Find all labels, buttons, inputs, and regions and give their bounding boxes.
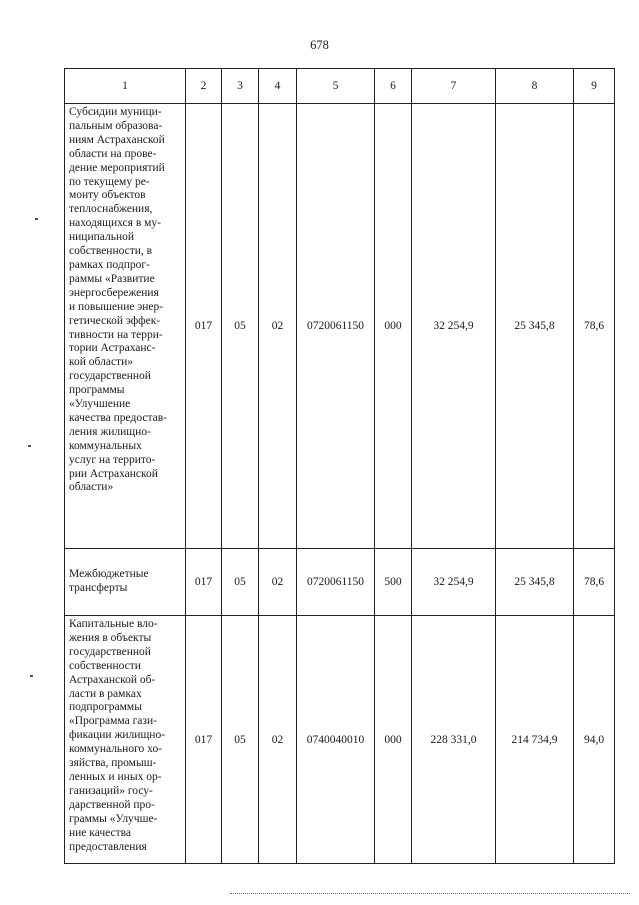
description-line: Межбюджетные	[69, 568, 149, 581]
page-number: 678	[310, 38, 329, 52]
planned-amount-cell: 32 254,9	[412, 104, 496, 549]
description-line: трансферты	[69, 582, 128, 594]
column-header-6: 6	[375, 69, 412, 104]
planned-amount-cell: 32 254,9	[412, 549, 496, 616]
description-line: раммы «Развитие	[69, 272, 155, 285]
description-line: коммунальных	[69, 439, 142, 452]
description-line: государственной	[69, 370, 151, 383]
column-header-7: 7	[412, 69, 496, 104]
scan-speck	[28, 445, 31, 447]
target-article-cell: 0740040010	[297, 616, 375, 864]
column-header-1: 1	[65, 69, 186, 104]
budget-table	[64, 68, 615, 864]
subsection-code-cell: 02	[259, 549, 297, 616]
expense-type-cell: 000	[375, 616, 412, 864]
column-header-5: 5	[297, 69, 375, 104]
description-line: рамках подпрог-	[69, 258, 150, 271]
description-line: области»	[69, 481, 114, 494]
column-header-8: 8	[496, 69, 574, 104]
description-line: собственности, в	[69, 245, 153, 258]
description-line: Астраханской об-	[69, 673, 156, 686]
description-line: «Программа гази-	[69, 715, 157, 728]
execution-percent-cell: 78,6	[574, 104, 615, 549]
description-line: услуг на террито-	[69, 453, 156, 466]
section-code-cell: 05	[222, 549, 259, 616]
description-line: ганизаций» госу-	[69, 784, 153, 797]
execution-percent-cell: 78,6	[574, 549, 615, 616]
section-code-cell: 05	[222, 104, 259, 549]
description-line: монту объектов	[69, 189, 146, 202]
description-line: ниципальной	[69, 231, 135, 244]
execution-percent-cell: 94,0	[574, 616, 615, 864]
table-row	[65, 616, 615, 864]
description-line: предоставления	[69, 840, 147, 853]
ministry-code-cell: 017	[186, 104, 222, 549]
executed-amount-cell: 214 734,9	[496, 616, 574, 864]
description-line: ласти в рамках	[69, 687, 142, 700]
header-row	[65, 69, 615, 104]
description-line: гетической эффек-	[69, 314, 161, 327]
executed-amount-cell: 25 345,8	[496, 104, 574, 549]
column-header-2: 2	[186, 69, 222, 104]
description-line: Капитальные вло-	[69, 618, 158, 630]
description-line: фикации жилищно-	[69, 729, 166, 742]
table-row	[65, 549, 615, 616]
description-line: программы	[69, 384, 125, 397]
expense-type-cell: 000	[375, 104, 412, 549]
description-line: собственности	[69, 659, 141, 672]
description-line: пальным образова-	[69, 119, 163, 132]
planned-amount-cell: 228 331,0	[412, 616, 496, 864]
description-line: «Улучшение	[69, 398, 131, 411]
description-line: коммунального хо-	[69, 743, 163, 756]
description-line: ние качества	[69, 826, 132, 839]
ministry-code-cell: 017	[186, 616, 222, 864]
description-line: по текущему ре-	[69, 175, 150, 188]
description-line: тивности на терри-	[69, 328, 163, 341]
description-line: Субсидии муници-	[69, 106, 162, 118]
description-line: находящихся в му-	[69, 217, 161, 230]
description-line: качества предостав-	[69, 411, 167, 424]
row-description	[65, 104, 186, 549]
scan-speck	[30, 675, 33, 677]
description-line: рии Астраханской	[69, 467, 158, 480]
scan-speck	[35, 218, 38, 220]
expense-type-cell: 500	[375, 549, 412, 616]
subsection-code-cell: 02	[259, 616, 297, 864]
row-description	[65, 549, 186, 616]
description-line: энергосбережения	[69, 286, 159, 299]
description-line: ленных и иных ор-	[69, 770, 162, 783]
column-header-9: 9	[574, 69, 615, 104]
target-article-cell: 0720061150	[297, 104, 375, 549]
description-line: ления жилищно-	[69, 425, 151, 438]
description-line: тории Астраханс-	[69, 342, 156, 355]
section-code-cell: 05	[222, 616, 259, 864]
table-row	[65, 104, 615, 549]
description-line: теплоснабжения,	[69, 203, 153, 216]
column-header-4: 4	[259, 69, 297, 104]
description-line: граммы «Улучше-	[69, 812, 158, 825]
description-line: подпрограммы	[69, 701, 142, 714]
column-header-3: 3	[222, 69, 259, 104]
executed-amount-cell: 25 345,8	[496, 549, 574, 616]
row-description	[65, 616, 186, 864]
footer-rule	[230, 893, 630, 894]
target-article-cell: 0720061150	[297, 549, 375, 616]
subsection-code-cell: 02	[259, 104, 297, 549]
description-line: зяйства, промыш-	[69, 757, 157, 770]
description-line: и повышение энер-	[69, 300, 164, 313]
description-line: ниям Астраханской	[69, 133, 165, 146]
description-line: государственной	[69, 645, 151, 658]
description-line: дение мероприятий	[69, 161, 165, 174]
description-line: жения в объекты	[69, 631, 152, 644]
description-line: области на прове-	[69, 147, 157, 160]
ministry-code-cell: 017	[186, 549, 222, 616]
description-line: кой области»	[69, 356, 133, 369]
description-line: дарственной про-	[69, 798, 155, 811]
